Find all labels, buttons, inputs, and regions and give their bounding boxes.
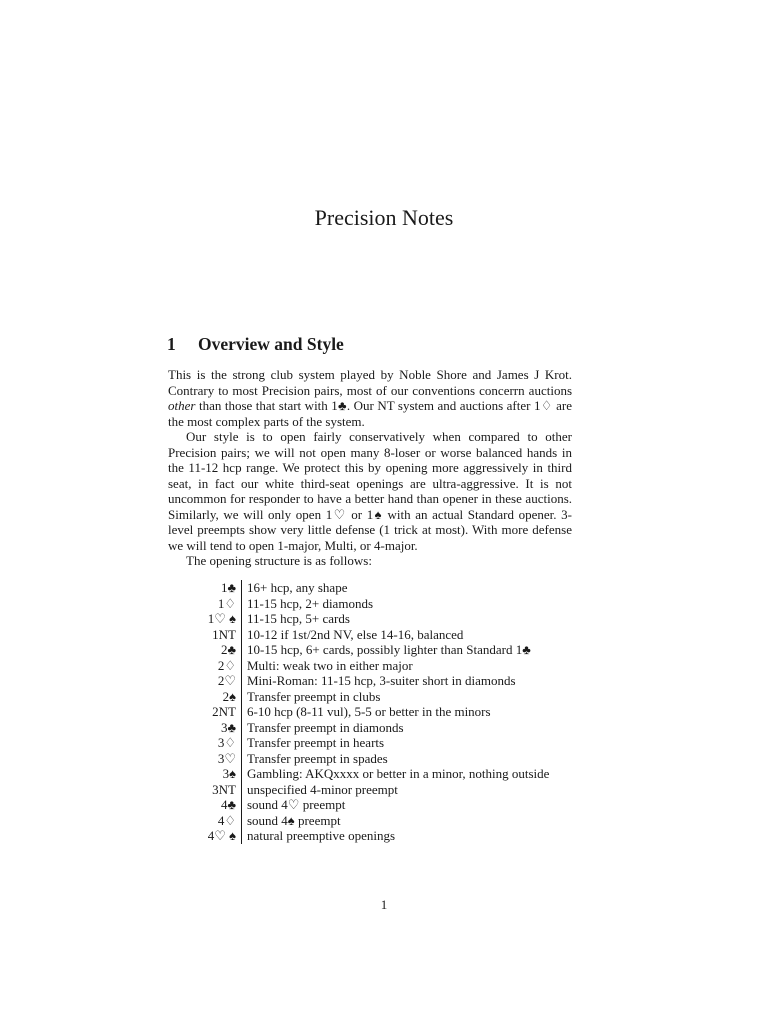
opening-bid: 3♠ xyxy=(168,766,242,782)
opening-meaning: sound 4♡ preempt xyxy=(247,797,346,812)
table-row xyxy=(168,782,549,798)
opening-bid: 3♢ xyxy=(168,735,242,751)
opening-bid: 3NT xyxy=(168,782,242,798)
opening-bid: 2♣ xyxy=(168,642,242,658)
opening-bid: 2♡ xyxy=(168,673,242,689)
paragraph-intro-text-2: than those that start with 1♣. Our NT system and auctions after 1♢ are the most complex parts of the system. xyxy=(168,398,572,429)
opening-meaning: Transfer preempt in hearts xyxy=(247,735,385,750)
opening-bid: 3♣ xyxy=(168,720,242,736)
table-row xyxy=(168,611,549,627)
opening-meaning: Transfer preempt in clubs xyxy=(247,688,381,704)
opening-bid: 2NT xyxy=(168,704,242,720)
opening-meaning: unspecified 4-minor preempt xyxy=(247,781,398,797)
opening-meaning: 11-15 hcp, 2+ diamonds xyxy=(247,595,374,611)
table-row xyxy=(168,813,549,829)
opening-bid: 3♡ xyxy=(168,751,242,767)
opening-bid: 2♢ xyxy=(168,658,242,674)
table-row xyxy=(168,580,549,596)
paragraph-intro xyxy=(168,367,572,429)
opening-meaning: 6-10 hcp (8-11 vul), 5-5 or better in the minors xyxy=(247,704,491,719)
opening-bid: 4♡ ♠ xyxy=(168,828,242,844)
opening-meaning: sound 4♠ preempt xyxy=(247,812,341,828)
paragraph-intro-italic: other xyxy=(168,398,196,413)
document-title: Precision Notes xyxy=(314,205,454,230)
opening-meaning: 11-15 hcp, 5+ cards xyxy=(247,611,350,626)
paragraph-opening-intro: The opening structure is as follows: xyxy=(186,553,372,568)
paragraph-style: Our style is to open fairly conservatively when compared to other Precision pairs; we will not open many 8-loser or worse balanced hands in the 11-12 hcp range. We protect this by opening more aggressively in third seat, in fact our white third-seat openings are ultra-aggressive. It is not uncommon for responder to have a better hand than opener in these auctions. Similarly, we will only open 1♡ or 1♠ with an actual Standard opener. 3-level preempts show very little defense (1 trick at most). With more defense we will tend to open 1-major, Multi, or 4-major. xyxy=(168,429,572,553)
opening-bid: 1♢ xyxy=(168,596,242,612)
opening-bid: 1♣ xyxy=(168,580,242,596)
opening-meaning: Mini-Roman: 11-15 hcp, 3-suiter short in diamonds xyxy=(247,673,516,688)
section-number: 1 xyxy=(167,334,176,354)
opening-bid: 1♡ ♠ xyxy=(168,611,242,627)
opening-meaning: 10-12 if 1st/2nd NV, else 14-16, balanced xyxy=(247,626,464,642)
page-number: 1 xyxy=(380,897,388,912)
opening-bid: 1NT xyxy=(168,627,242,643)
table-row xyxy=(168,673,549,689)
table-row xyxy=(168,735,549,751)
body-text xyxy=(168,367,572,569)
opening-meaning: Multi: weak two in either major xyxy=(247,657,413,673)
opening-meaning: 10-15 hcp, 6+ cards, possibly lighter than Standard 1♣ xyxy=(247,642,531,657)
table-row xyxy=(168,596,549,612)
table-row xyxy=(168,658,549,674)
table-row xyxy=(168,766,549,782)
table-row xyxy=(168,689,549,705)
table-row xyxy=(168,627,549,643)
opening-meaning: natural preemptive openings xyxy=(247,828,396,843)
table-row xyxy=(168,751,549,767)
section-heading xyxy=(167,334,344,355)
opening-bid: 4♢ xyxy=(168,813,242,829)
table-row xyxy=(168,797,549,813)
table-row xyxy=(168,828,549,844)
section-title: Overview and Style xyxy=(198,334,344,354)
table-row xyxy=(168,704,549,720)
paragraph-intro-text-1: This is the strong club system played by Noble Shore and James J Krot. Contrary to most Precision pairs, most of our conventions concerrn auctions xyxy=(168,367,572,398)
table-row xyxy=(168,720,549,736)
opening-structure-table xyxy=(168,580,549,844)
opening-meaning: Gambling: AKQxxxx or better in a minor, nothing outside xyxy=(247,766,550,781)
opening-meaning: Transfer preempt in diamonds xyxy=(247,719,404,735)
opening-meaning: 16+ hcp, any shape xyxy=(247,580,348,595)
opening-meaning: Transfer preempt in spades xyxy=(247,750,388,766)
opening-bid: 4♣ xyxy=(168,797,242,813)
opening-bid: 2♠ xyxy=(168,689,242,705)
table-row xyxy=(168,642,549,658)
